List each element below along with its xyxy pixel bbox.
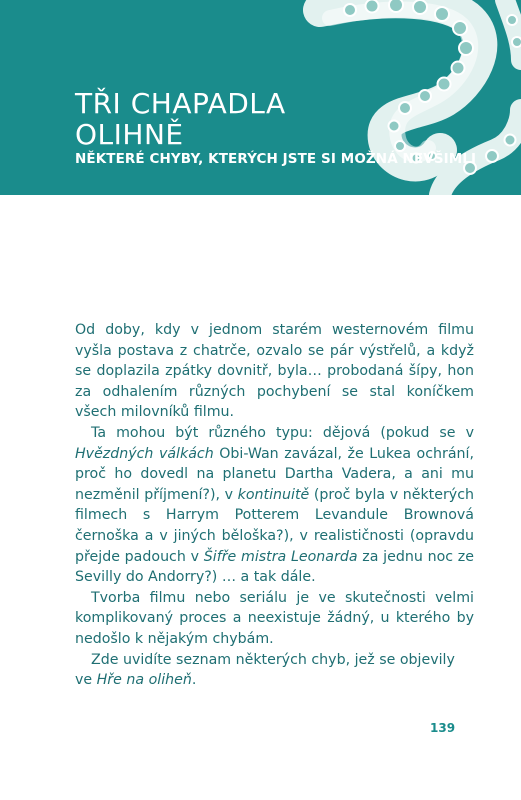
chapter-subtitle: NĚKTERÉ CHYBY, KTERÝCH JSTE SI MOŽNÁ NEVŠIMLI [75,151,477,167]
film-title-da-vinci-code: Šifře mistra Leonarda [203,548,358,565]
paragraph-4-part-b: . [191,672,197,689]
chapter-header [0,0,521,195]
chapter-title-line-1: TŘI CHAPADLA [75,87,286,120]
paragraph-2 [75,423,474,588]
paragraph-4 [75,650,474,691]
series-title-squid-game: Hře na oliheň [96,672,192,689]
paragraph-3: Tvorba filmu nebo seriálu je ve skutečnosti velmi komplikovaný proces a neexistuje žádný, u kterého by nedošlo k nějakým chybám. [75,589,474,647]
paragraph-2-part-b: Obi-Wan zavázal, že Lukea ochrání, proč ho dovedl na planetu Dartha Vadera, a ani mu nezměnil příjmení?), v [75,445,474,503]
paragraph-1: Od doby, kdy v jednom starém westernovém filmu vyšla postava z chatrče, ozvalo se pár výstřelů, a když se doplazila zpátky dovnitř, byla… probodaná šípy, hon za odhalením různých pochybení se stal koníčkem všech milovníků filmu. [75,322,474,421]
chapter-title-line-2: OLIHNĚ [75,118,184,151]
paragraph-2-part-d: za jednu noc ze Sevilly do Andorry?) … a tak dále. [75,548,474,586]
paragraph-2-part-a: Ta mohou být různého typu: dějová (pokud se v [91,424,474,441]
page-number: 139 [430,721,456,735]
paragraph-2-part-c: (proč byla v některých filmech s Harrym Potterem Levandule Brownová černoška a v jiných běloška?), v realističnosti (opravdu přejde padouch v [75,486,474,565]
chapter-title [75,88,286,150]
paragraph-4-part-a: Zde uvidíte seznam některých chyb, jež se objevily ve [75,651,455,689]
term-continuity: kontinuitě [237,486,310,503]
film-title-star-wars: Hvězdných válkách [75,445,214,462]
body-text [75,320,474,691]
